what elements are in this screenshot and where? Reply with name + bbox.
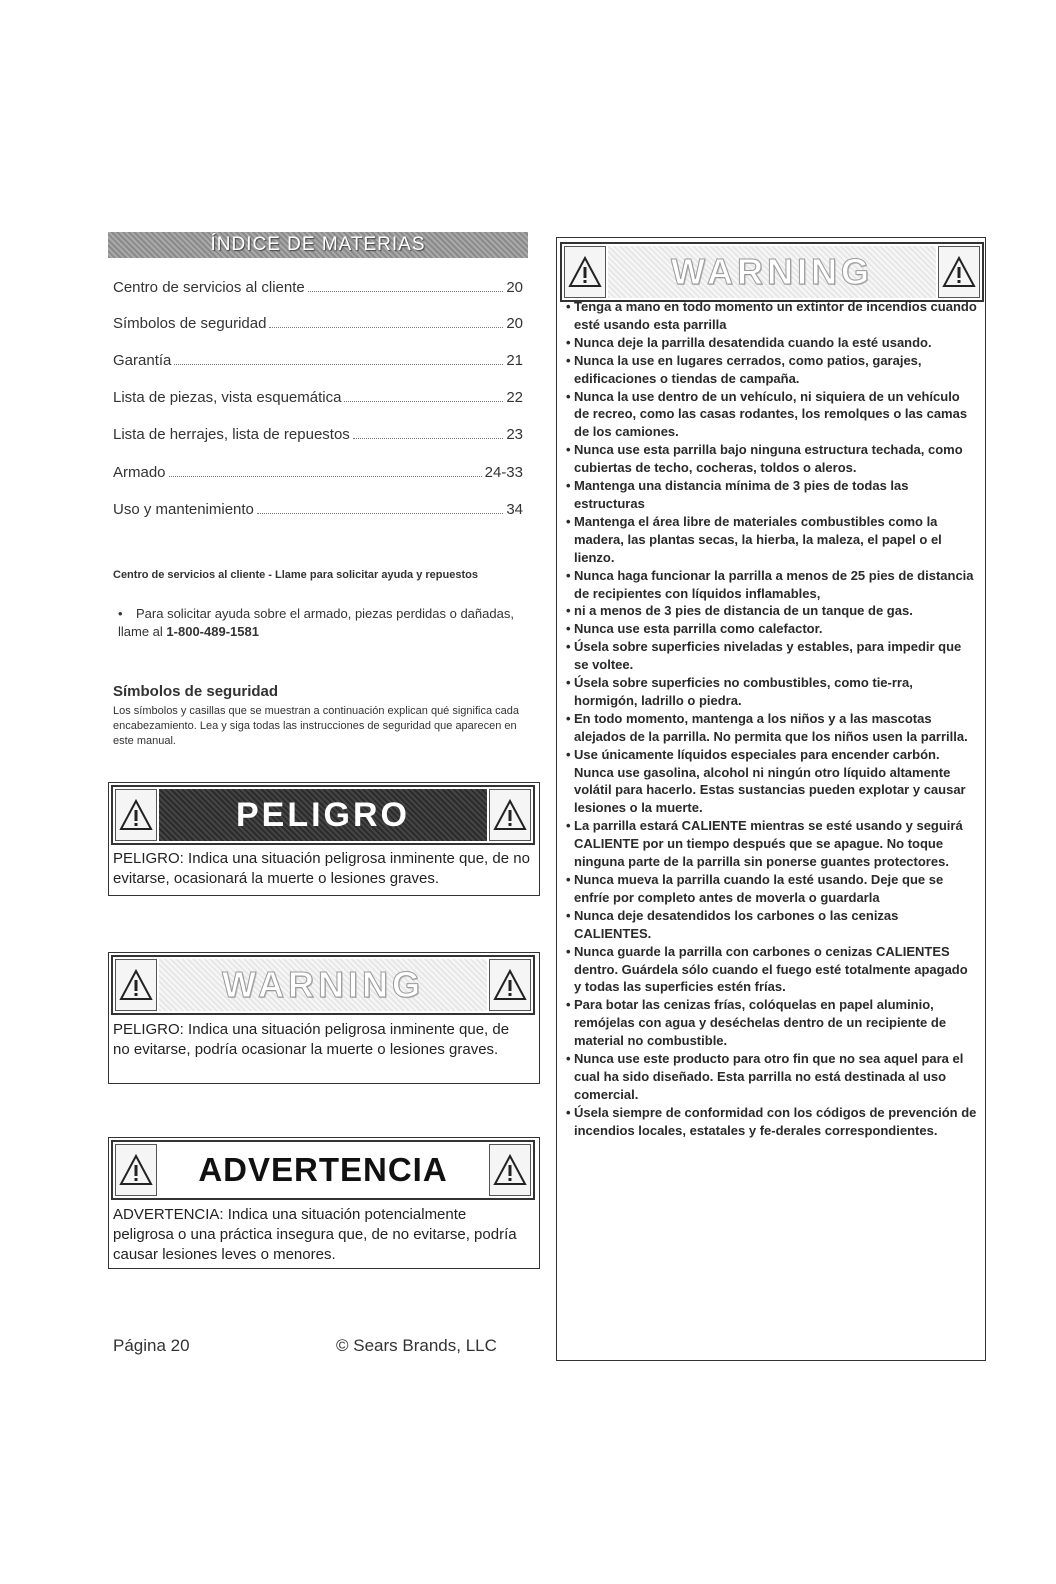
service-title: Centro de servicios al cliente - Llame para solicitar ayuda y repuestos (113, 569, 478, 581)
service-text: Para solicitar ayuda sobre el armado, piezas perdidas o dañadas, llame al (118, 606, 514, 639)
toc-row (113, 501, 523, 518)
signal-desc: Indica una situación peligrosa inminente que, de no evitarse, ocasionará la muerte o lesiones graves. (113, 850, 530, 887)
list-item: • Úsela sobre superficies no combustibles, como tie-rra, hormigón, ladrillo o piedra. (560, 674, 978, 710)
toc-page: 21 (506, 352, 523, 369)
copyright: © Sears Brands, LLC (336, 1336, 497, 1355)
list-item: • Nunca haga funcionar la parrilla a menos de 25 pies de distancia de recipientes con líquidos inflamables, (560, 567, 978, 603)
toc-page: 23 (506, 426, 523, 443)
warning-triangle-icon (938, 246, 980, 298)
advertencia-banner (111, 1140, 535, 1200)
warning-triangle-icon (115, 789, 157, 841)
toc-label: Centro de servicios al cliente (113, 279, 305, 296)
toc-label: Uso y mantenimiento (113, 501, 254, 518)
warning-triangle-icon (489, 789, 531, 841)
service-bullet (118, 605, 528, 641)
warning-triangle-icon (115, 1144, 157, 1196)
list-item: • Nunca la use dentro de un vehículo, ni siquiera de un vehículo de recreo, como las casas rodantes, los remolques o las camas de los camiones. (560, 388, 978, 442)
warning-triangle-icon (489, 959, 531, 1011)
warning-panel-title: WARNING (608, 246, 936, 298)
warning-triangle-icon (115, 959, 157, 1011)
advertencia-banner-title: ADVERTENCIA (159, 1144, 487, 1196)
list-item: • Nunca deje la parrilla desatendida cuando la esté usando. (560, 334, 978, 352)
toc-label: Símbolos de seguridad (113, 315, 267, 332)
signal-label: ADVERTENCIA: (113, 1206, 224, 1223)
list-item: • Para botar las cenizas frías, colóquelas en papel aluminio, remójelas con agua y deséchelas dentro de un recipiente de material no combustible. (560, 996, 978, 1050)
advertencia-text (113, 1205, 523, 1265)
toc-page: 20 (506, 315, 523, 332)
toc-page: 20 (506, 279, 523, 296)
bullet-icon: • (118, 606, 123, 621)
toc-row (113, 279, 523, 296)
toc-label: Lista de herrajes, lista de repuestos (113, 426, 350, 443)
toc-label: Armado (113, 464, 166, 481)
list-item: • Tenga a mano en todo momento un extintor de incendios cuando esté usando esta parrilla (560, 298, 978, 334)
toc-row (113, 389, 523, 406)
toc-label: Lista de piezas, vista esquemática (113, 389, 342, 406)
toc-row (113, 426, 523, 443)
safety-title: Símbolos de seguridad (113, 683, 279, 700)
warning-banner (111, 955, 535, 1015)
signal-desc: Indica una situación potencialmente peligrosa o una práctica insegura que, de no evitarse, podría causar lesiones leves o menores. (113, 1206, 517, 1263)
peligro-banner (111, 785, 535, 845)
warning-triangle-icon (564, 246, 606, 298)
signal-label: PELIGRO: (113, 1021, 184, 1038)
list-item: • Mantenga una distancia mínima de 3 pies de todas las estructuras (560, 477, 978, 513)
signal-desc: Indica una situación peligrosa inminente que, de no evitarse, podría ocasionar la muerte o lesiones graves. (113, 1021, 510, 1058)
peligro-text (113, 849, 533, 889)
list-item: • Nunca use esta parrilla bajo ninguna estructura techada, como cubiertas de techo, cocheras, toldos o aleros. (560, 441, 978, 477)
toc-title: ÍNDICE DE MATERIAS (210, 234, 426, 255)
toc-row (113, 315, 523, 332)
signal-label: PELIGRO: (113, 850, 184, 867)
safety-body: Los símbolos y casillas que se muestran a continuación explican qué significa cada encabezamiento. Lea y siga todas las instrucciones de seguridad que aparecen en este manual. (113, 705, 520, 747)
list-item: • La parrilla estará CALIENTE mientras se esté usando y seguirá CALIENTE por un tiempo después que se apague. No toque ninguna parte de la parrilla sin ponerse guantes protectores. (560, 817, 978, 871)
warning-banner-title: WARNING (159, 959, 487, 1011)
peligro-banner-title: PELIGRO (159, 789, 487, 841)
list-item: • Úsela sobre superficies niveladas y estables, para impedir que se voltee. (560, 638, 978, 674)
page-number: Página 20 (113, 1336, 190, 1355)
list-item: • Mantenga el área libre de materiales combustibles como la madera, las plantas secas, la hierba, la maleza, el papel o el lienzo. (560, 513, 978, 567)
list-item: • Nunca deje desatendidos los carbones o las cenizas CALIENTES. (560, 907, 978, 943)
list-item: • Nunca mueva la parrilla cuando la esté usando. Deje que se enfríe por completo antes de moverla o guardarla (560, 871, 978, 907)
list-item: • Nunca use este producto para otro fin que no sea aquel para el cual ha sido diseñado. Esta parrilla no está destinada al uso comercial. (560, 1050, 978, 1104)
toc-label: Garantía (113, 352, 172, 369)
list-item: • Nunca la use en lugares cerrados, como patios, garajes, edificaciones o tiendas de campaña. (560, 352, 978, 388)
list-item: • ni a menos de 3 pies de distancia de un tanque de gas. (560, 602, 978, 620)
warning-text (113, 1020, 523, 1060)
service-phone: 1-800-489-1581 (166, 624, 259, 639)
list-item: • Nunca use esta parrilla como calefactor. (560, 620, 978, 638)
warning-list (560, 298, 978, 1140)
list-item: • En todo momento, mantenga a los niños y a las mascotas alejados de la parrilla. No permita que los niños usen la parrilla. (560, 710, 978, 746)
toc-page: 24-33 (484, 464, 523, 481)
toc-page: 34 (506, 501, 523, 518)
warning-panel-banner (560, 242, 984, 302)
warning-triangle-icon (489, 1144, 531, 1196)
toc-row (113, 352, 523, 369)
toc-row (113, 464, 523, 481)
toc-page: 22 (506, 389, 523, 406)
list-item: • Use únicamente líquidos especiales para encender carbón. Nunca use gasolina, alcohol ni ningún otro líquido altamente volátil para hacerlo. Estas sustancias pueden explotar y causar lesiones o la muerte. (560, 746, 978, 818)
list-item: • Nunca guarde la parrilla con carbones o cenizas CALIENTES dentro. Guárdela sólo cuando el fuego esté totalmente apagado y todas las superficies estén frías. (560, 943, 978, 997)
list-item: • Úsela siempre de conformidad con los códigos de prevención de incendios locales, estatales y fe-derales correspondientes. (560, 1104, 978, 1140)
toc-header (108, 232, 528, 258)
